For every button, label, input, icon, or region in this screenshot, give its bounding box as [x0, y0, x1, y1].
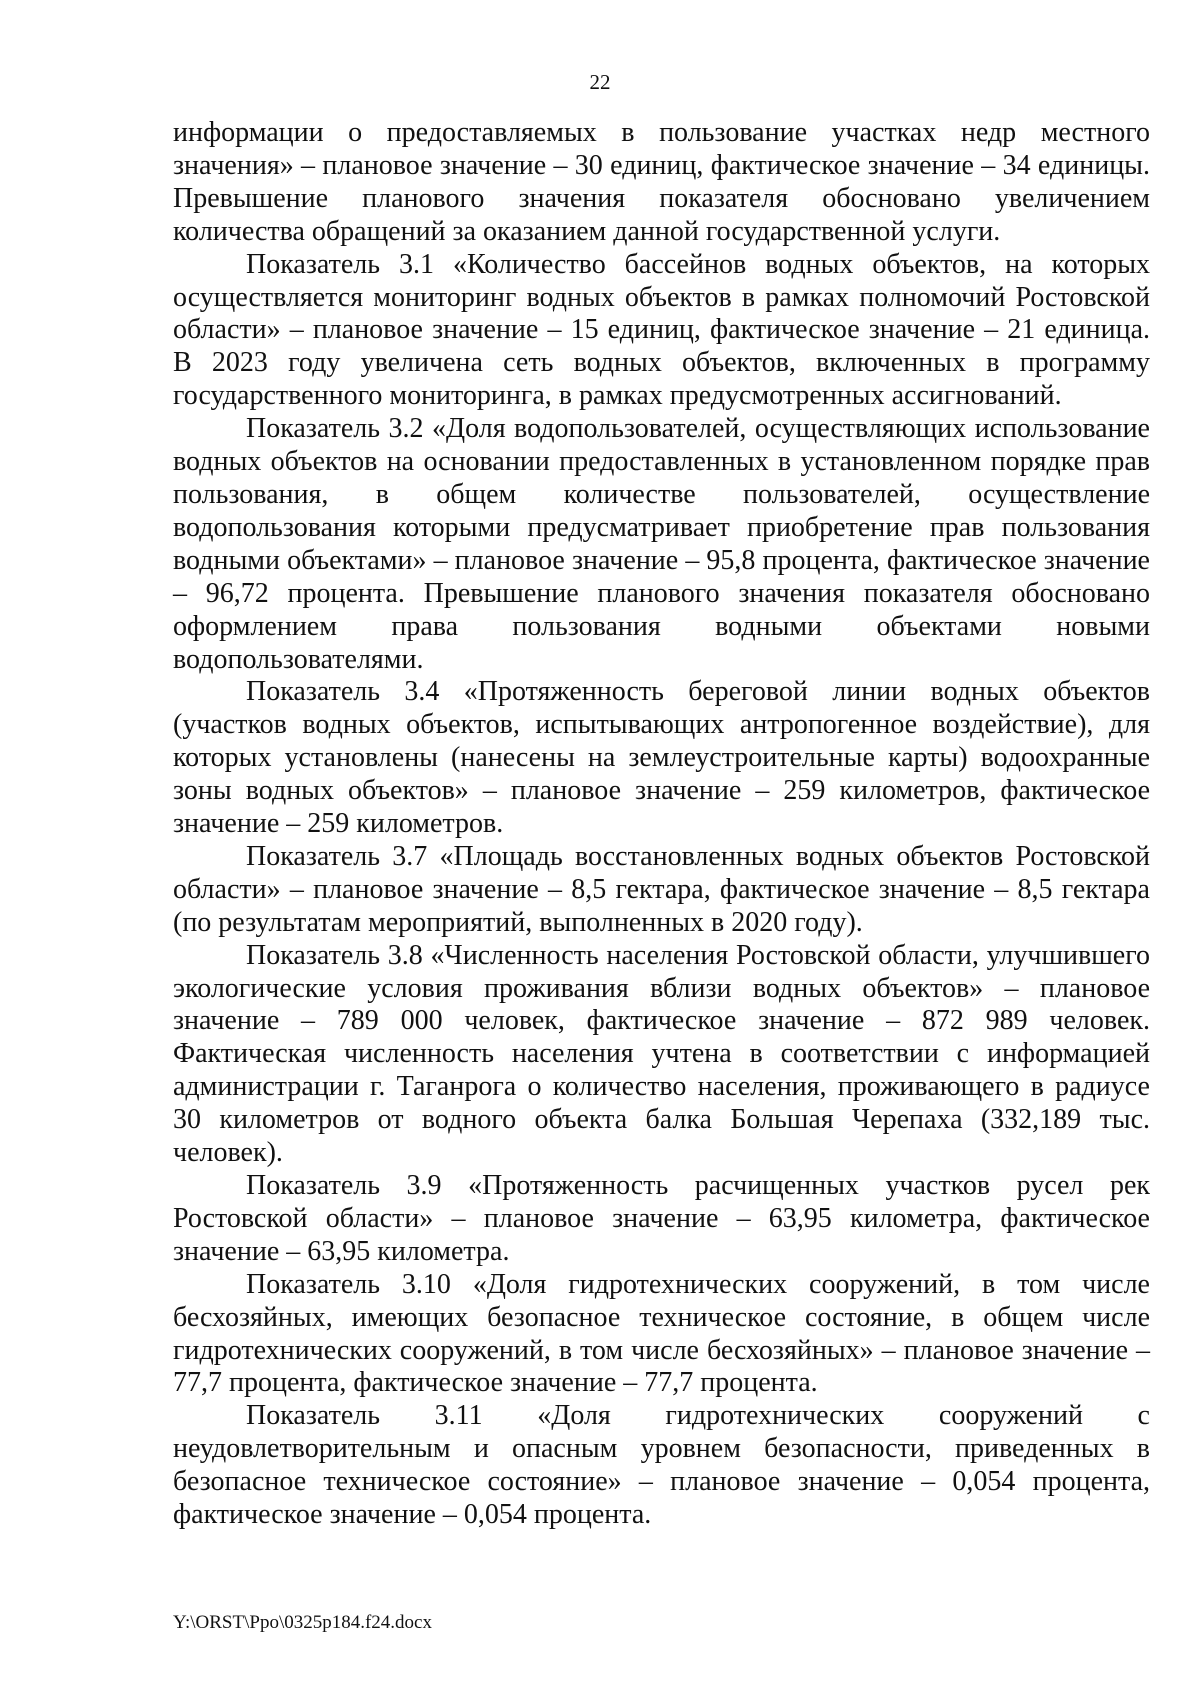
paragraph-indicator-3-4: Показатель 3.4 «Протяженность береговой линии водных объектов (участков водных объектов, испытывающих антропогенное воздействие), для которых установлены (нанесены на землеустроительные карты) водоохранные зоны водных объектов» – плановое значение – 259 километров, фактическое значение – 259 километров. — [173, 676, 1150, 840]
paragraph-indicator-3-1: Показатель 3.1 «Количество бассейнов водных объектов, на которых осуществляется мониторинг водных объектов в рамках полномочий Ростовской области» – плановое значение – 15 единиц, фактическое значение – 21 единица. В 2023 году увеличена сеть водных объектов, включенных в программу государственного мониторинга, в рамках предусмотренных ассигнований. — [173, 248, 1150, 412]
document-body — [173, 117, 1150, 1532]
page-number: 22 — [589, 70, 611, 94]
paragraph-continuation: информации о предоставляемых в пользование участках недр местного значения» – плановое значение – 30 единиц, фактическое значение – 34 единицы. Превышение планового значения показателя обосновано увеличением количества обращений за оказанием данной государственной услуги. — [173, 117, 1150, 247]
paragraph-indicator-3-2: Показатель 3.2 «Доля водопользователей, осуществляющих использование водных объектов на основании предоставленных в установленном порядке прав пользования, в общем количестве пользователей, осуществление водопользования которыми предусматривает приобретение прав пользования водными объектами» – плановое значение – 95,8 процента, фактическое значение – 96,72 процента. Превышение планового значения показателя обосновано оформлением права пользования водными объектами новыми водопользователями. — [173, 413, 1150, 675]
paragraph-indicator-3-8: Показатель 3.8 «Численность населения Ростовской области, улучшившего экологические условия проживания вблизи водных объектов» – плановое значение – 789 000 человек, фактическое значение – 872 989 человек. Фактическая численность населения учтена в соответствии с информацией администрации г. Таганрога о количество населения, проживающего в радиусе 30 километров от водного объекта балка Большая Черепаха (332,189 тыс. человек). — [173, 939, 1150, 1169]
paragraph-indicator-3-11: Показатель 3.11 «Доля гидротехнических сооружений с неудовлетворительным и опасным уровнем безопасности, приведенных в безопасное техническое состояние» – плановое значение – 0,054 процента, фактическое значение – 0,054 процента. — [173, 1400, 1150, 1531]
paragraph-indicator-3-10: Показатель 3.10 «Доля гидротехнических сооружений, в том числе бесхозяйных, имеющих безопасное техническое состояние, в общем числе гидротехнических сооружений, в том числе бесхозяйных» – плановое значение – 77,7 процента, фактическое значение – 77,7 процента. — [173, 1268, 1150, 1399]
footer-file-path: Y:\ORST\Ppo\0325p184.f24.docx — [173, 1612, 432, 1633]
paragraph-indicator-3-9: Показатель 3.9 «Протяженность расчищенных участков русел рек Ростовской области» – плановое значение – 63,95 километра, фактическое значение – 63,95 километра. — [173, 1170, 1150, 1267]
paragraph-indicator-3-7: Показатель 3.7 «Площадь восстановленных водных объектов Ростовской области» – плановое значение – 8,5 гектара, фактическое значение – 8,5 гектара (по результатам мероприятий, выполненных в 2020 году). — [173, 840, 1150, 938]
